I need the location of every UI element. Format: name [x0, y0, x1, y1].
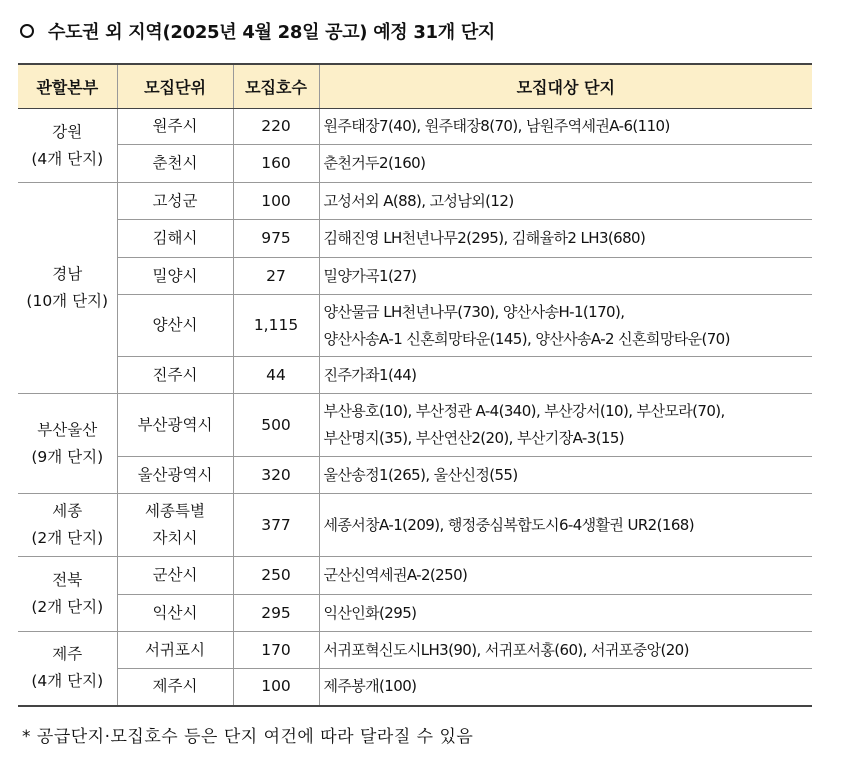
complex-line: 양산물금 LH천년나무(730), 양산사송H-1(170), — [323, 302, 625, 321]
unit-cell: 제주시 — [117, 669, 233, 706]
unit-cell: 울산광역시 — [117, 457, 233, 494]
unit-cell: 서귀포시 — [117, 632, 233, 669]
page-title — [20, 18, 495, 44]
unit-cell: 부산광역시 — [117, 394, 233, 457]
complex-line: 양산사송A-1 신혼희망타운(145), 양산사송A-2 신혼희망타운(70) — [323, 329, 730, 348]
region-name: 강원 — [52, 122, 83, 141]
households-cell: 27 — [233, 258, 319, 295]
unit-cell: 양산시 — [117, 295, 233, 357]
households-cell: 220 — [233, 109, 319, 145]
complex-cell: 진주가좌1(44) — [319, 357, 812, 394]
header-region: 관할본부 — [18, 64, 117, 109]
region-count: (4개 단지) — [31, 149, 104, 168]
table-header-row — [18, 64, 812, 109]
table-row — [18, 595, 812, 632]
region-cell — [18, 109, 117, 183]
complex-cell: 서귀포혁신도시LH3(90), 서귀포서홍(60), 서귀포중앙(20) — [319, 632, 812, 669]
title-text: 수도권 외 지역(2025년 4월 28일 공고) 예정 31개 단지 — [48, 22, 496, 43]
complex-line: 부산명지(35), 부산연산2(20), 부산기장A-3(15) — [323, 429, 625, 447]
complex-cell: 울산송정1(265), 울산신정(55) — [319, 457, 812, 494]
households-cell: 500 — [233, 394, 319, 457]
table-row — [18, 109, 812, 145]
table-row — [18, 557, 812, 595]
table-row — [18, 220, 812, 258]
complex-cell — [319, 394, 812, 457]
header-complexes: 모집대상 단지 — [319, 64, 812, 109]
households-cell: 1,115 — [233, 295, 319, 357]
table-row — [18, 145, 812, 183]
circle-bullet-icon — [20, 24, 34, 38]
unit-cell: 원주시 — [117, 109, 233, 145]
table-row — [18, 457, 812, 494]
unit-cell: 고성군 — [117, 183, 233, 220]
households-cell: 377 — [233, 494, 319, 557]
households-cell: 160 — [233, 145, 319, 183]
housing-table — [18, 63, 812, 707]
region-count: (2개 단지) — [31, 529, 104, 547]
complex-cell: 밀양가곡1(27) — [319, 258, 812, 295]
region-name: 세종 — [52, 502, 83, 520]
region-name: 제주 — [52, 645, 83, 664]
table-row — [18, 632, 812, 669]
header-households: 모집호수 — [233, 64, 319, 109]
unit-cell: 밀양시 — [117, 258, 233, 295]
unit-cell: 춘천시 — [117, 145, 233, 183]
region-name: 부산울산 — [37, 420, 98, 439]
unit-cell: 진주시 — [117, 357, 233, 394]
complex-cell: 제주봉개(100) — [319, 669, 812, 706]
complex-cell: 고성서외 A(88), 고성남외(12) — [319, 183, 812, 220]
households-cell: 250 — [233, 557, 319, 595]
region-cell — [18, 183, 117, 394]
table-row — [18, 258, 812, 295]
table-row — [18, 357, 812, 394]
region-count: (4개 단지) — [31, 672, 104, 691]
complex-cell — [319, 295, 812, 357]
households-cell: 320 — [233, 457, 319, 494]
unit-cell: 익산시 — [117, 595, 233, 632]
unit-line: 세종특별 — [145, 502, 205, 520]
region-cell — [18, 557, 117, 632]
complex-cell: 춘천거두2(160) — [319, 145, 812, 183]
region-cell — [18, 494, 117, 557]
unit-line: 자치시 — [152, 529, 198, 547]
complex-cell: 원주태장7(40), 원주태장8(70), 남원주역세권A-6(110) — [319, 109, 812, 145]
footnote: * 공급단지·모집호수 등은 단지 여건에 따라 달라질 수 있음 — [22, 727, 474, 747]
households-cell: 100 — [233, 183, 319, 220]
table-row — [18, 295, 812, 357]
table-row — [18, 494, 812, 557]
households-cell: 44 — [233, 357, 319, 394]
complex-cell: 군산신역세권A-2(250) — [319, 557, 812, 595]
complex-line: 부산용호(10), 부산정관 A-4(340), 부산강서(10), 부산모라(70), — [323, 402, 725, 420]
households-cell: 295 — [233, 595, 319, 632]
region-name: 경남 — [52, 265, 83, 283]
table-row — [18, 669, 812, 706]
unit-cell: 군산시 — [117, 557, 233, 595]
region-count: (2개 단지) — [31, 598, 104, 616]
region-cell — [18, 394, 117, 494]
region-name: 전북 — [52, 571, 83, 589]
region-count: (10개 단지) — [26, 292, 109, 310]
header-unit: 모집단위 — [117, 64, 233, 109]
unit-cell — [117, 494, 233, 557]
complex-cell: 세종서창A-1(209), 행정중심복합도시6-4생활권 UR2(168) — [319, 494, 812, 557]
region-cell — [18, 632, 117, 706]
unit-cell: 김해시 — [117, 220, 233, 258]
households-cell: 975 — [233, 220, 319, 258]
table-row — [18, 183, 812, 220]
complex-cell: 김해진영 LH천년나무2(295), 김해율하2 LH3(680) — [319, 220, 812, 258]
region-count: (9개 단지) — [31, 447, 104, 466]
households-cell: 100 — [233, 669, 319, 706]
households-cell: 170 — [233, 632, 319, 669]
complex-cell: 익산인화(295) — [319, 595, 812, 632]
table-row — [18, 394, 812, 457]
